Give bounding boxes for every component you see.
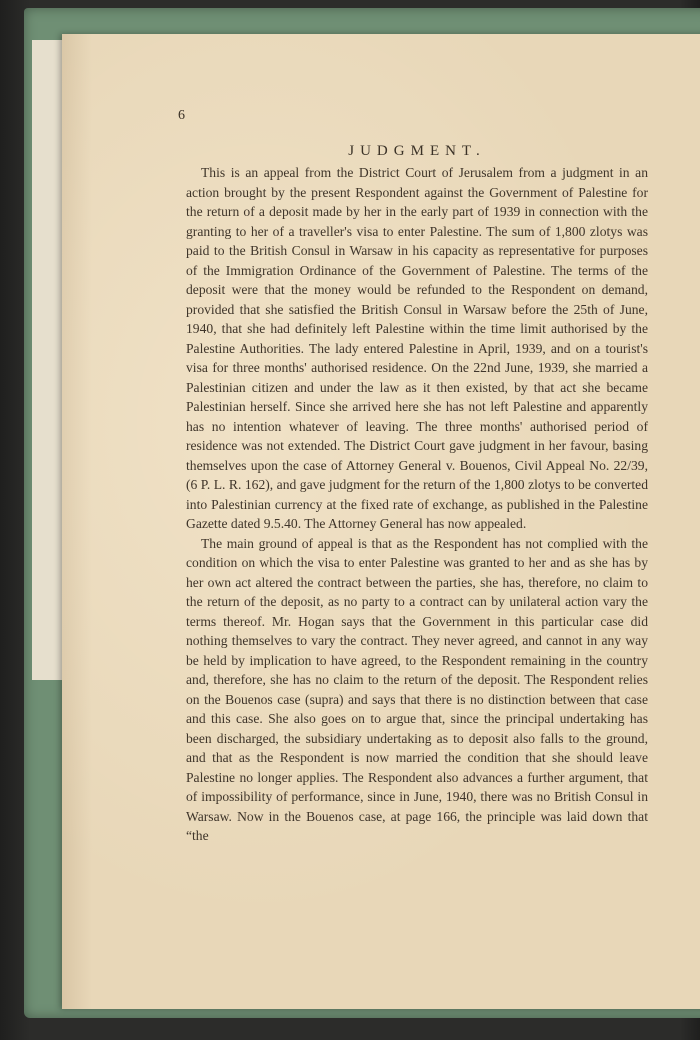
paragraph-1: This is an appeal from the District Court of Jerusalem from a judgment in an action brought by the present Respondent against the Government of Palestine for the return of a deposit made by her in the early part of 1939 in connection with the granting to her of a traveller's visa to enter Palestine. The sum of 1,800 zlotys was paid to the British Consul in Warsaw in his capacity as representative for purposes of the Immigration Ordinance of the Government of Palestine. The terms of the deposit were that the money would be refunded to the Respondent on demand, provided that she satisfied the British Consul in Warsaw before the 25th of June, 1940, that she had definitely left Palestine within the time limit authorised by the Palestine Authorities. The lady entered Palestine in April, 1939, and on a tourist's visa for three months' authorised residence. On the 22nd June, 1939, she married a Palestinian citizen and under the law as it then existed, by that act she became Palestinian herself. Since she arrived here she has not left Palestine and apparently has no intention whatever of leaving. The three months' authorised period of residence was not extended. The District Court gave judgment in her favour, basing themselves upon the case of Attorney General v. Bouenos, Civil Appeal No. 22/39, (6 P. L. R. 162), and gave judgment for the return of the 1,800 zlotys to be converted into Palestinian currency at the fixed rate of exchange, as published in the Palestine Gazette dated 9.5.40. The Attorney General has now appealed. xyxy=(186,165,648,531)
judgment-body xyxy=(186,163,648,846)
judgment-heading: JUDGMENT. xyxy=(348,143,486,159)
paragraph-2: The main ground of appeal is that as the Respondent has not complied with the condition on which the visa to enter Palestine was granted to her and as she has by her own act altered the contract between the parties, she has, therefore, no claim to the return of the deposit, as no party to a contract can by unilateral action vary the terms thereof. Mr. Hogan says that the Government in this particular case did nothing themselves to vary the contract. They never agreed, and cannot in any way be held by implication to have agreed, to the Respondent remaining in the country and, therefore, she has no claim to the return of the deposit. The Respondent relies on the Bouenos case (supra) and says that there is no distinction between that case and this case. She also goes on to argue that, since the principal undertaking has been discharged, the subsidiary undertaking as to deposit also falls to the ground, and that as the Respondent is now married the condition that she should leave Palestine no longer applies. The Respondent also advances a further argument, that of impossibility of performance, since in June, 1940, there was no British Consul in Warsaw. Now in the Bouenos case, at page 166, the principle was laid down that “the xyxy=(186,535,648,843)
page-number: 6 xyxy=(178,108,185,123)
